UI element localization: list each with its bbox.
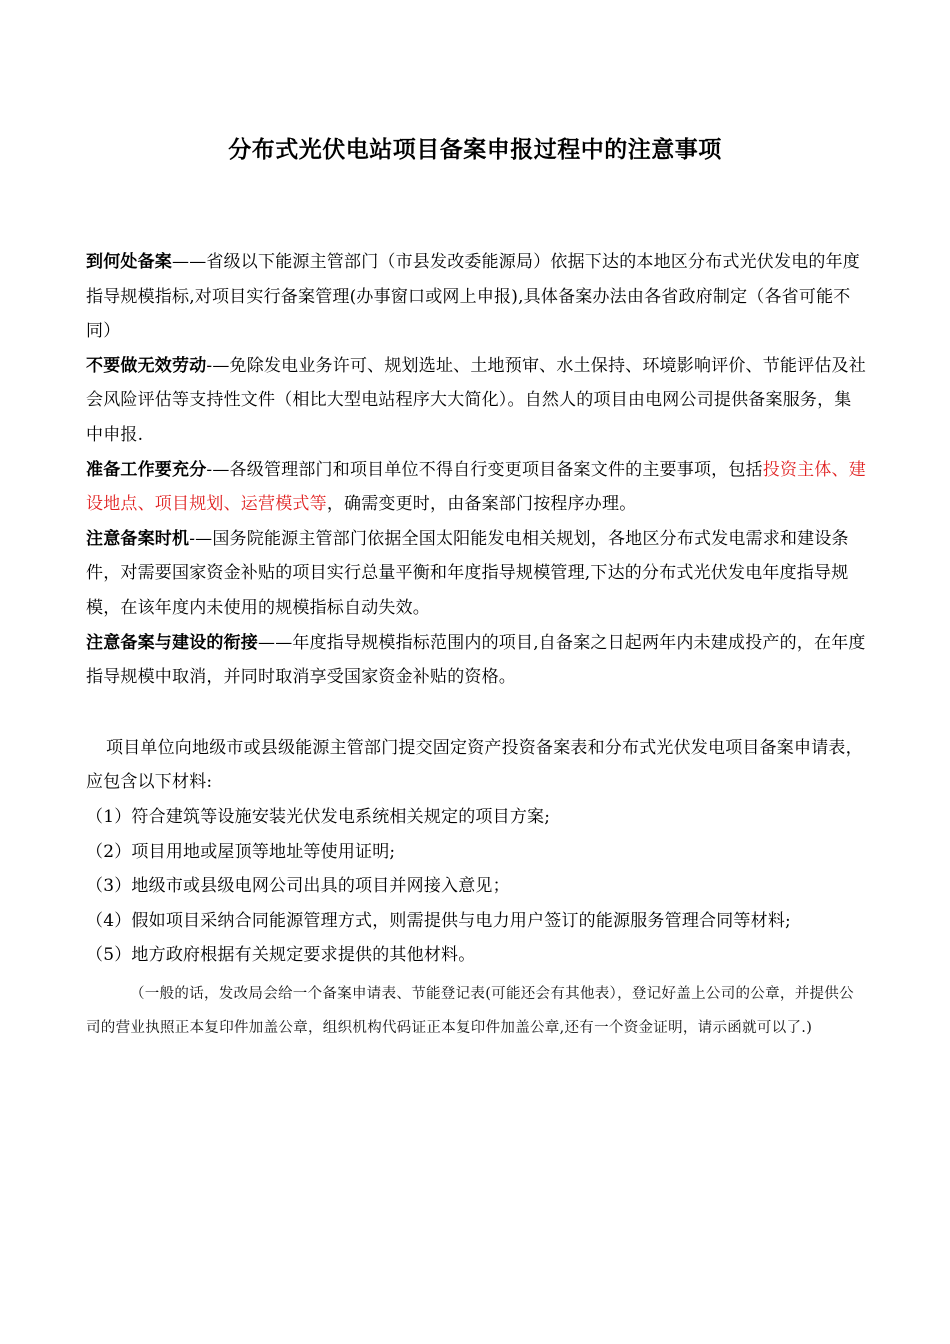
section-text: -—各级管理部门和项目单位不得自行变更项目备案文件的主要事项，包括 xyxy=(206,459,763,480)
section-text: ——省级以下能源主管部门（市县发改委能源局）依据下达的本地区分布式光伏发电的年度指导规模指标,对项目实行备案管理(办事窗口或网上申报),具体备案办法由各省政府制定（各省可能不同） xyxy=(86,252,860,342)
highlighted-text: 投资主体、建设地点、项目规划、运营模式等 xyxy=(86,459,866,515)
section-text: ——年度指导规模指标范围内的项目,自备案之日起两年内未建成投产的，在年度指导规模中取消，并同时取消享受国家资金补贴的资格。 xyxy=(86,632,866,688)
section-lead: 注意备案时机 xyxy=(86,528,190,549)
materials-intro: 项目单位向地级市或县级能源主管部门提交固定资产投资备案表和分布式光伏发电项目备案申请表，应包含以下材料: xyxy=(86,737,863,793)
section-text: ，确需变更时，由备案部门按程序办理。 xyxy=(326,494,637,515)
material-item: （2）项目用地或屋顶等地址等使用证明; xyxy=(86,841,396,862)
material-item: （3）地级市或县级电网公司出具的项目并网接入意见； xyxy=(86,876,510,897)
section-text: -—免除发电业务许可、规划选址、土地预审、水土保持、环境影响评价、节能评估及社会风险评估等支持性文件（相比大型电站程序大大简化）。自然人的项目由电网公司提供备案服务，集中申报. xyxy=(86,355,866,445)
page-title: 分布式光伏电站项目备案申报过程中的注意事项 xyxy=(228,136,722,163)
section-preparation xyxy=(86,453,868,522)
material-item: （4）假如项目采纳合同能源管理方式，则需提供与电力用户签订的能源服务管理合同等材料; xyxy=(86,910,791,931)
section-lead: 准备工作要充分 xyxy=(86,459,207,480)
material-item: （5）地方政府根据有关规定要求提供的其他材料。 xyxy=(86,945,476,966)
section-text: -—国务院能源主管部门依据全国太阳能发电相关规划，各地区分布式发电需求和建设条件，对需要国家资金补贴的项目实行总量平衡和年度指导规模管理,下达的分布式光伏发电年度指导规模，在该年度内未使用的规模指标自动失效。 xyxy=(86,528,849,618)
section-lead: 不要做无效劳动 xyxy=(86,355,207,376)
paragraph-gap xyxy=(86,695,868,731)
section-lead: 注意备案与建设的衔接 xyxy=(86,632,258,653)
material-item: （1）符合建筑等设施安装光伏发电系统相关规定的项目方案; xyxy=(86,806,551,827)
footnote: （一般的话，发改局会给一个备案申请表、节能登记表(可能还会有其他表），登记好盖上公司的公章，并提供公司的营业执照正本复印件加盖公章，组织机构代码证正本复印件加盖公章,还有一个资金证明，请示函就可以了.) xyxy=(86,985,854,1036)
section-no-wasted-work xyxy=(86,349,868,453)
section-timing xyxy=(86,522,868,626)
section-construction-link xyxy=(86,626,868,695)
document-body xyxy=(86,245,868,1045)
section-lead: 到何处备案 xyxy=(86,252,172,272)
section-where-to-register xyxy=(86,245,868,349)
